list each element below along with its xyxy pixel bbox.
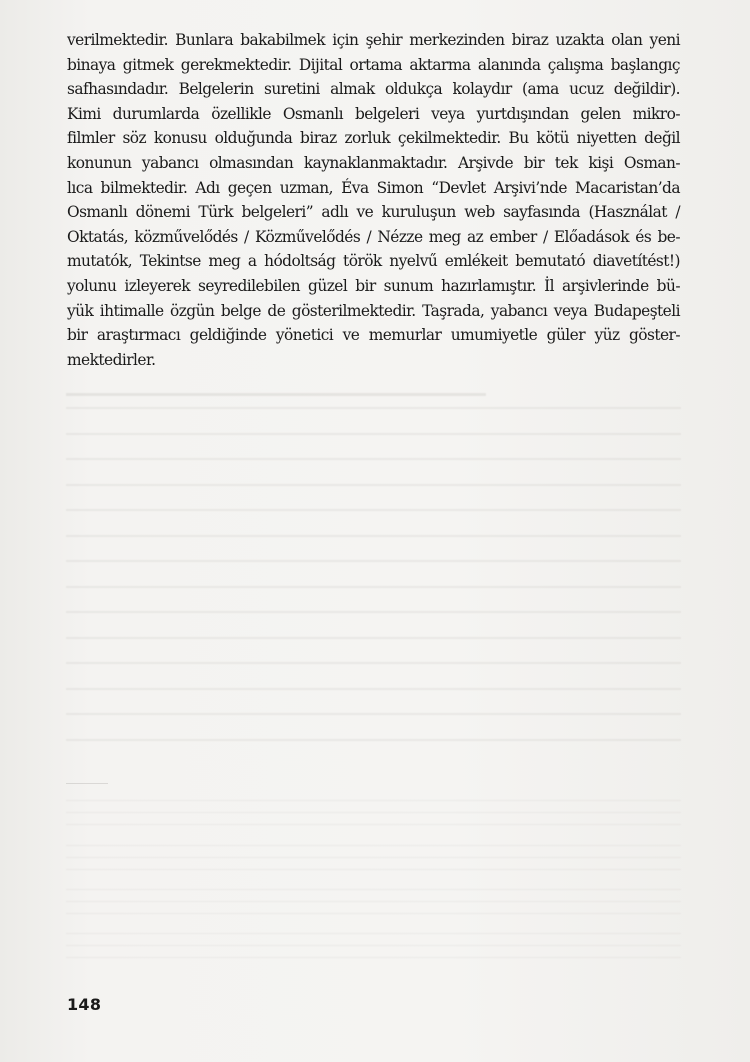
body-line: binaya gitmek gerekmektedir. Dijital ortama aktarma alanında çalışma başlangıç — [67, 55, 680, 74]
body-line: Osmanlı dönemi Türk belgeleri” adlı ve kuruluşun web sayfasında (Használat / — [67, 203, 680, 222]
page-number: 148 — [67, 995, 102, 1014]
body-line: mutatók, Tekintse meg a hódoltság török nyelvű emlékeit bemutató diavetítést!) — [67, 252, 680, 271]
body-line: yük ihtimalle özgün belge de gösterilmektedir. Taşrada, yabancı veya Budapeşteli — [67, 301, 680, 320]
body-line: mektedirler. — [67, 350, 156, 369]
body-paragraph — [67, 28, 680, 372]
body-line: Oktatás, közművelődés / Közművelődés / Nézze meg az ember / Előadások és be- — [67, 227, 680, 246]
body-line: Kimi durumlarda özellikle Osmanlı belgeleri veya yurtdışından gelen mikro- — [67, 104, 680, 123]
body-line: bir araştırmacı geldiğinde yönetici ve memurlar umumiyetle güler yüz göster- — [67, 326, 680, 345]
body-line: konunun yabancı olmasından kaynaklanmaktadır. Arşivde bir tek kişi Osman- — [67, 153, 680, 172]
body-line: lıca bilmektedir. Adı geçen uzman, Éva Simon “Devlet Arşivi’nde Macaristan’da — [67, 178, 680, 197]
body-line: safhasındadır. Belgelerin suretini almak oldukça kolaydır (ama ucuz değildir). — [67, 80, 680, 99]
body-line: yolunu izleyerek seyredilebilen güzel bir sunum hazırlamıştır. İl arşivlerinde bü- — [67, 276, 680, 295]
body-line: filmler söz konusu olduğunda biraz zorluk çekilmektedir. Bu kötü niyetten değil — [67, 129, 680, 148]
body-line: verilmektedir. Bunlara bakabilmek için şehir merkezinden biraz uzakta olan yeni — [67, 31, 680, 49]
